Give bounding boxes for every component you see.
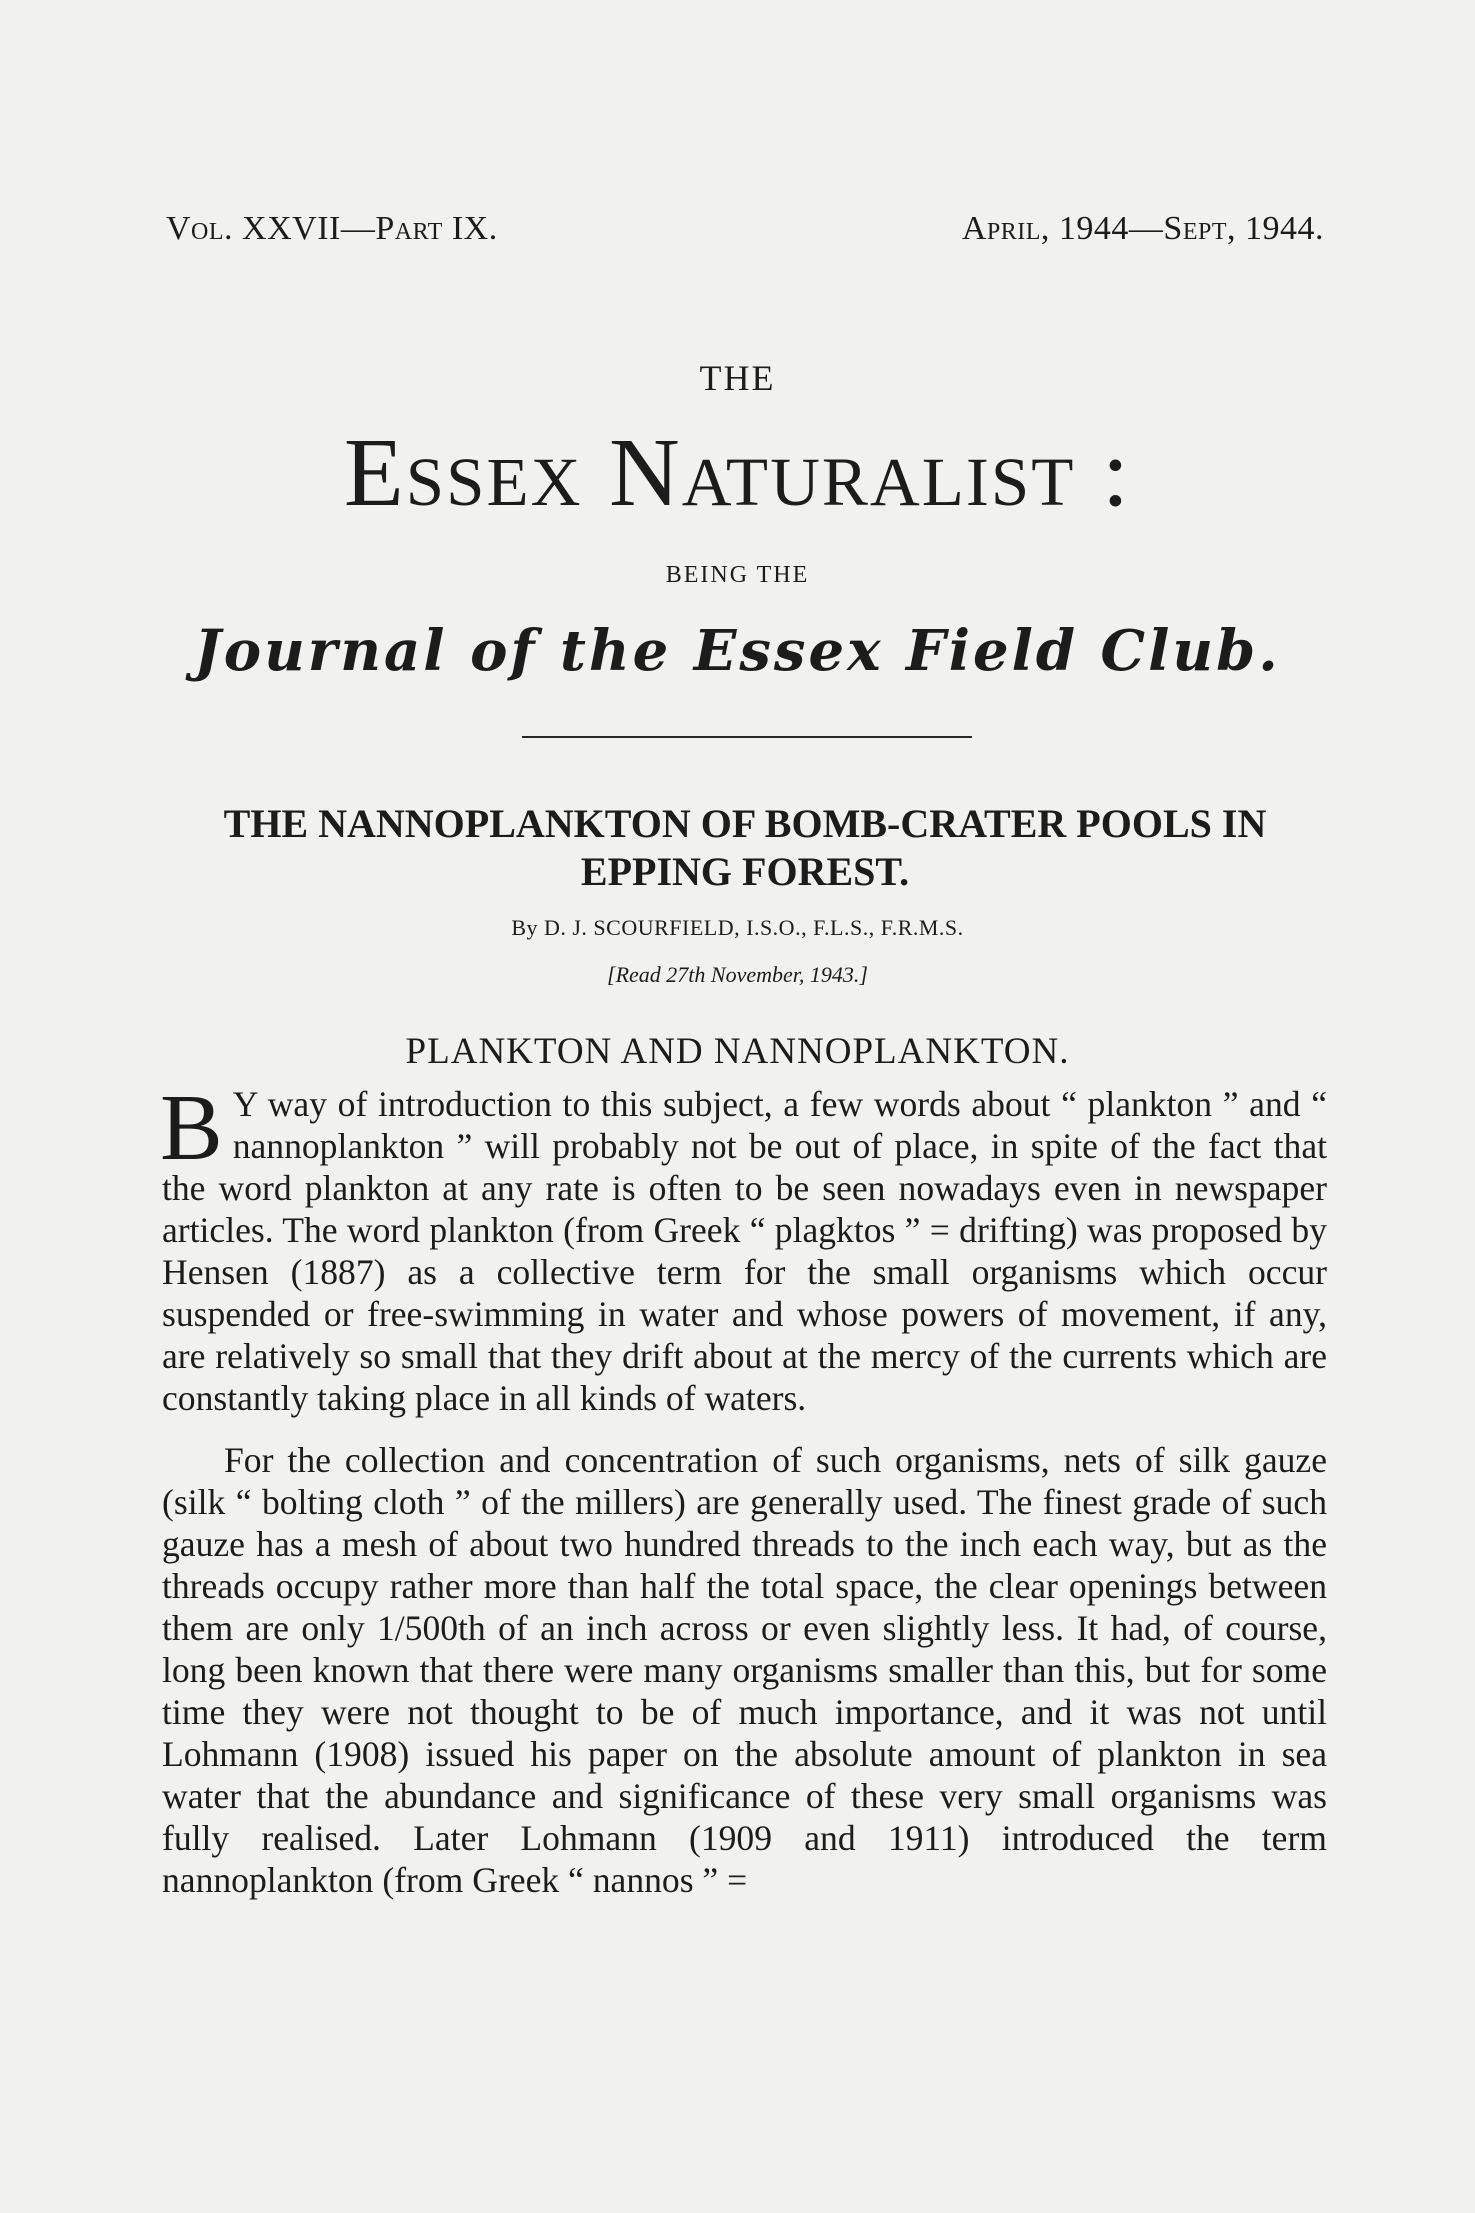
journal-title: Essex Naturalist : <box>343 419 1132 527</box>
paragraph-1 <box>160 1076 1327 1419</box>
date-range: April, 1944—Sept, 1944. <box>961 210 1324 247</box>
paragraph-1-text: Y way of introduction to this subject, a few words about “ plankton ” and “ nannoplankton ” will probably not be out of place, in spite of the fact that the word plankton at any rate is often to be seen nowadays even in newspaper articles. The word plankton (from Greek “ plagktos ” = drifting) was proposed by Hensen (1887) as a collective term for the small organisms which occur suspended or free-swimming in water and whose powers of movement, if any, are relatively so small that they drift about at the mercy of the currents which are constantly taking place in all kinds of waters. <box>162 1084 1327 1418</box>
volume-label: Vol. XXVII—Part IX. <box>166 210 498 247</box>
author-byline: By D. J. SCOURFIELD, I.S.O., F.L.S., F.R.M.S. <box>511 915 964 940</box>
masthead-the: THE <box>699 358 776 398</box>
article-title: THE NANNOPLANKTON OF BOMB-CRATER POOLS IN EPPING FOREST. <box>223 801 1267 894</box>
journal-subtitle: Journal of the Essex Field Club. <box>194 618 1281 684</box>
drop-cap: B <box>160 1076 223 1180</box>
issue-header <box>166 210 1324 248</box>
divider-rule <box>522 736 972 738</box>
masthead-being-the: BEING THE <box>665 562 810 588</box>
read-date-note: [Read 27th November, 1943.] <box>607 962 868 987</box>
section-heading: PLANKTON AND NANNOPLANKTON. <box>405 1031 1070 1072</box>
article-body <box>160 1076 1327 1901</box>
paragraph-2: For the collection and concentration of such organisms, nets of silk gauze (silk “ bolting cloth ” of the millers) are generally used. The finest grade of such gauze has a mesh of about two hundred threads to the inch each way, but as the threads occupy rather more than half the total space, the clear openings between them are only 1/500th of an inch across or even slightly less. It had, of course, long been known that there were many organisms smaller than this, but for some time they were not thought to be of much importance, and it was not until Lohmann (1908) issued his paper on the absolute amount of plankton in sea water that the abundance and significance of these very small organisms was fully realised. Later Lohmann (1909 and 1911) introduced the term nannoplankton (from Greek “ nannos ” = <box>162 1440 1327 1900</box>
